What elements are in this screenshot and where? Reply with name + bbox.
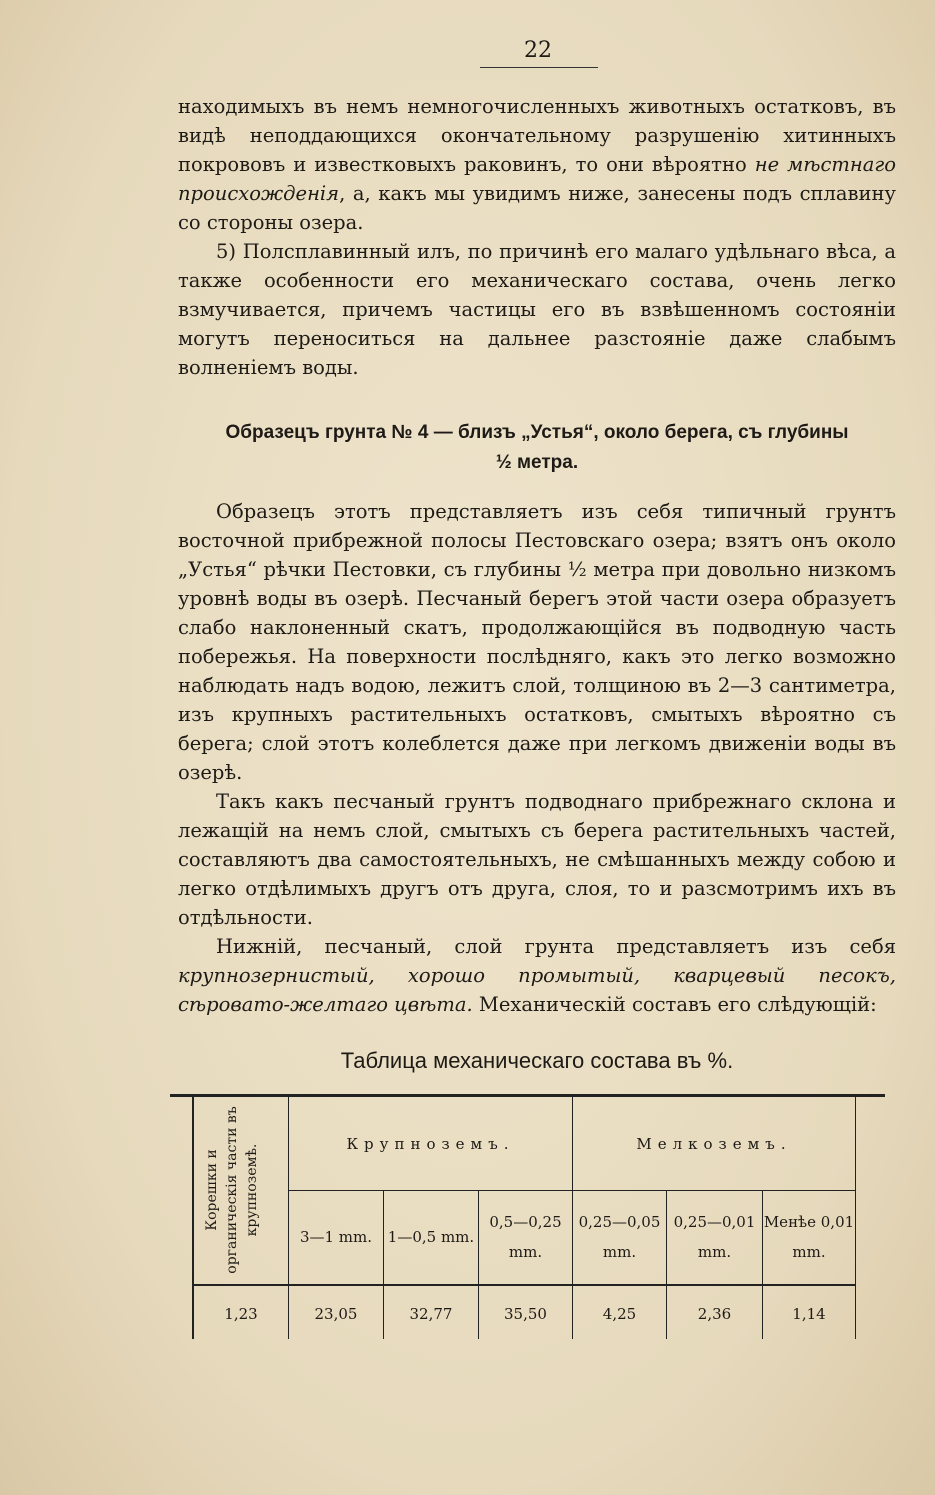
col-header-3: 0,5—0,25 mm. — [489, 1213, 562, 1261]
paragraph-5 — [178, 932, 896, 1019]
text-block-top — [178, 92, 896, 382]
heading-line-2: ½ метра. — [495, 452, 579, 473]
value-cell-7: 1,14 — [792, 1305, 826, 1323]
table-caption: Таблица механическаго состава въ %. — [340, 1048, 734, 1073]
value-cell-4: 35,50 — [504, 1305, 547, 1323]
text-block-main — [178, 497, 896, 1019]
paragraph-1 — [178, 92, 896, 237]
composition-table — [170, 1094, 885, 1339]
col-header-2: 1—0,5 mm. — [387, 1228, 475, 1246]
col-header-4: 0,25—0,05 mm. — [578, 1213, 661, 1261]
vertical-header-text: Корешки и органическія части въ крупноземѣ. — [204, 1106, 260, 1274]
paragraph-3: Образецъ этотъ представляетъ изъ себя типичный грунтъ восточной прибрежной полосы Пестовскаго озера; взятъ онъ около „Устья“ рѣчки Пестовки, съ глубины ½ метра при довольно низкомъ уровнѣ воды въ озерѣ. Песчаный берегъ этой части озера образуетъ слабо наклоненный скатъ, продолжающійся въ подводную часть побережья. На поверхности послѣдняго, какъ это легко возможно наблюдать надъ водою, лежитъ слой, толщиною въ 2—3 сантиметра, изъ крупныхъ растительныхъ остатковъ, смытыхъ вѣроятно съ берега; слой этотъ колеблется даже при легкомъ движеніи воды въ озерѣ. — [178, 500, 896, 784]
table-right-border — [855, 1097, 856, 1339]
value-cell-5: 4,25 — [602, 1305, 637, 1323]
paragraph-2: 5) Полсплавинный илъ, по причинѣ его малаго удѣльнаго вѣса, а также особенности его механическаго состава, очень легко взмучивается, причемъ частицы его въ взвѣшенномъ состояніи могутъ переноситься на дальнее разстояніе даже слабымъ волненіемъ воды. — [178, 240, 896, 379]
vertical-header-cell — [202, 1102, 282, 1278]
table-top-rule — [170, 1094, 885, 1097]
section-heading — [178, 418, 896, 478]
value-cell-3: 32,77 — [409, 1305, 453, 1323]
paragraph-5-italic: крупнозернистый, хорошо промытый, кварцевый песокъ, сѣровато-желтаго цвѣта. — [178, 964, 896, 1016]
paragraph-4: Такъ какъ песчаный грунтъ подводнаго прибрежнаго склона и лежащій на немъ слой, смытыхъ съ берега растительныхъ частей, составляютъ два самостоятельныхъ, не смѣшанныхъ между собою и легко отдѣлимыхъ другъ отъ друга, слоя, то и разсмотримъ ихъ въ отдѣльности. — [178, 790, 896, 929]
page-number: 22 — [524, 38, 552, 63]
paragraph-1-italic: не мѣстнаго происхожденія — [178, 153, 896, 205]
paragraph-5-text-a: Нижній, песчаный, слой грунта представляетъ изъ себя — [216, 935, 896, 958]
value-cell-2: 23,05 — [314, 1305, 358, 1323]
paragraph-1-text-a: находимыхъ въ немъ немногочисленныхъ животныхъ остатковъ, въ видѣ неподдающихся окончательному разрушенію хитинныхъ покрововъ и известковыхъ раковинъ, то они вѣроятно — [178, 95, 896, 176]
value-cell-1: 1,23 — [224, 1305, 258, 1323]
paragraph-1-text-b: , а, какъ мы увидимъ ниже, занесены подъ сплавину со стороны озера. — [178, 182, 896, 234]
value-cell-6: 2,36 — [697, 1305, 732, 1323]
paragraph-5-text-b: Механическій составъ его слѣдующій: — [472, 993, 877, 1016]
heading-line-1: Образецъ грунта № 4 — близъ „Устья“, около берега, съ глубины — [225, 422, 849, 443]
group-header-coarse: Крупноземъ. — [346, 1135, 515, 1153]
group-header-fine: Мелкоземъ. — [636, 1135, 792, 1153]
table-header-rule — [192, 1284, 855, 1286]
col-header-6: Менѣе 0,01 mm. — [763, 1213, 855, 1261]
page-number-rule — [480, 67, 598, 68]
col-header-1: 3—1 mm. — [299, 1228, 373, 1246]
col-header-5: 0,25—0,01 mm. — [673, 1213, 756, 1261]
